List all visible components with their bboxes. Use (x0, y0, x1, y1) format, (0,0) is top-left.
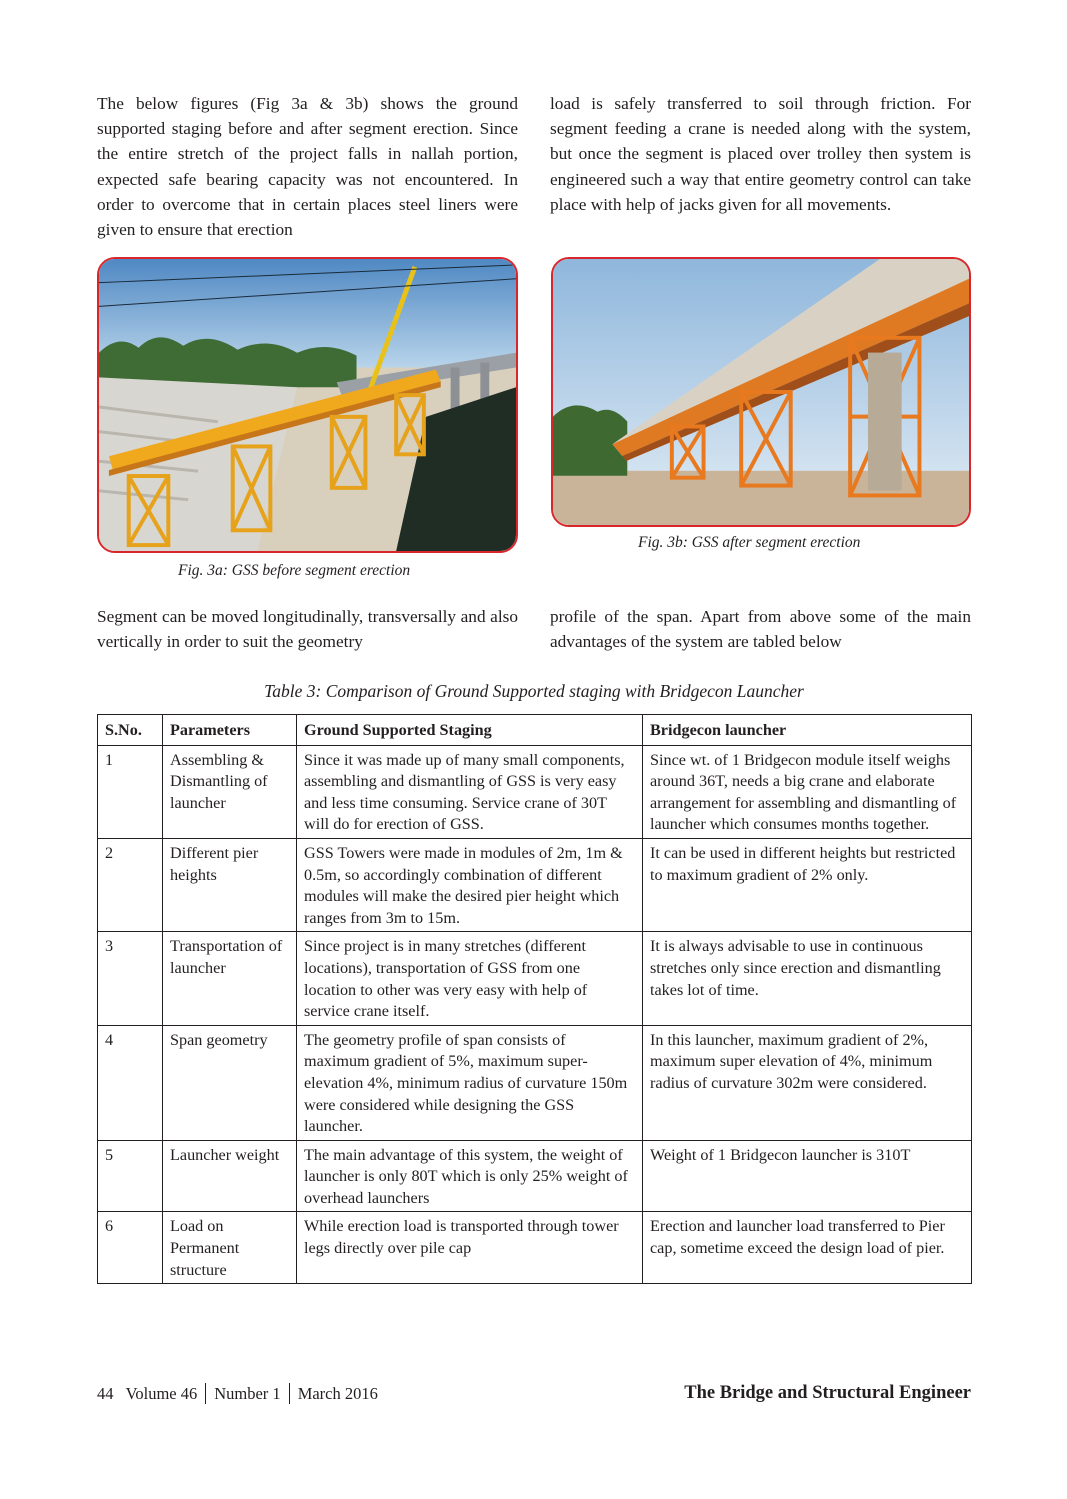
table-row (98, 1025, 972, 1140)
cell-parameter: Different pier heights (163, 838, 297, 931)
cell-bridgecon: It is always advisable to use in continuous stretches only since erection and dismantling takes lot of time. (643, 932, 972, 1025)
paragraph-segment-right: profile of the span. Apart from above some of the main advantages of the system are tabled below (550, 607, 971, 652)
cell-gss: Since it was made up of many small components, assembling and dismantling of GSS is very easy and less time consuming. Service crane of 30T will do for erection of GSS. (297, 745, 643, 838)
cell-bridgecon: Weight of 1 Bridgecon launcher is 310T (643, 1140, 972, 1212)
issue-number: Number 1 (214, 1384, 281, 1403)
fig-3b-photo (551, 257, 971, 527)
header-sno: S.No. (98, 715, 163, 746)
cell-bridgecon: In this launcher, maximum gradient of 2%, maximum super elevation of 4%, minimum radius of curvature 302m were considered. (643, 1025, 972, 1140)
cell-gss: The main advantage of this system, the weight of launcher is only 80T which is only 25% weight of overhead launchers (297, 1140, 643, 1212)
cell-sno: 4 (98, 1025, 163, 1140)
footer-divider (205, 1383, 206, 1404)
table-row (98, 1140, 972, 1212)
cell-sno: 2 (98, 838, 163, 931)
paragraph-intro-right: load is safely transferred to soil through friction. For segment feeding a crane is needed along with the system, but once the segment is placed over trolley then system is engineered such a way that entire geometry control can take place with help of jacks given for all movements. (550, 94, 971, 214)
cell-gss: GSS Towers were made in modules of 2m, 1m & 0.5m, so accordingly combination of different modules will make the desired pier height which ranges from 3m to 15m. (297, 838, 643, 931)
cell-bridgecon: It can be used in different heights but restricted to maximum gradient of 2% only. (643, 838, 972, 931)
fig-3a-caption: Fig. 3a: GSS before segment erection (178, 562, 411, 579)
cell-sno: 3 (98, 932, 163, 1025)
cell-sno: 6 (98, 1212, 163, 1284)
cell-parameter: Transportation of launcher (163, 932, 297, 1025)
page-number: 44 (97, 1384, 114, 1403)
header-gss: Ground Supported Staging (297, 715, 643, 746)
volume: Volume 46 (125, 1384, 198, 1403)
fig-3a-photo (97, 257, 518, 553)
cell-parameter: Assembling & Dismantling of launcher (163, 745, 297, 838)
paragraph-segment-left: Segment can be moved longitudinally, transversally and also vertically in order to suit the geometry (97, 607, 518, 652)
cell-gss: The geometry profile of span consists of maximum gradient of 5%, maximum super-elevation 4%, minimum radius of curvature 150m were considered while designing the GSS launcher. (297, 1025, 643, 1140)
table-row (98, 1212, 972, 1284)
cell-gss: While erection load is transported through tower legs directly over pile cap (297, 1212, 643, 1284)
fig-3b-caption: Fig. 3b: GSS after segment erection (638, 534, 861, 551)
table-header-row (98, 715, 972, 746)
header-parameters: Parameters (163, 715, 297, 746)
cell-gss: Since project is in many stretches (different locations), transportation of GSS from one location to other was very easy with help of service crane itself. (297, 932, 643, 1025)
table-row (98, 838, 972, 931)
journal-title: The Bridge and Structural Engineer (684, 1383, 971, 1403)
table-row (98, 932, 972, 1025)
paragraph-intro-left: The below figures (Fig 3a & 3b) shows the ground supported staging before and after segment erection. Since the entire stretch of the project falls in nallah portion, expected safe bearing capacity was not encountered. In order to overcome that in certain places steel liners were given to ensure that erection (97, 94, 518, 240)
comparison-table (97, 714, 972, 1284)
issue-date: March 2016 (297, 1384, 378, 1403)
cell-sno: 1 (98, 745, 163, 838)
header-bridgecon: Bridgecon launcher (643, 715, 972, 746)
cell-sno: 5 (98, 1140, 163, 1212)
cell-parameter: Span geometry (163, 1025, 297, 1140)
cell-bridgecon: Erection and launcher load transferred to Pier cap, sometime exceed the design load of pier. (643, 1212, 972, 1284)
cell-parameter: Launcher weight (163, 1140, 297, 1212)
cell-bridgecon: Since wt. of 1 Bridgecon module itself weighs around 36T, needs a big crane and elaborate arrangement for assembling and dismantling of launcher which consumes months together. (643, 745, 972, 838)
cell-parameter: Load on Permanent structure (163, 1212, 297, 1284)
table-row (98, 745, 972, 838)
footer-issue-info (97, 1383, 378, 1404)
footer-divider (289, 1383, 290, 1404)
table-caption: Table 3: Comparison of Ground Supported staging with Bridgecon Launcher (264, 681, 804, 701)
